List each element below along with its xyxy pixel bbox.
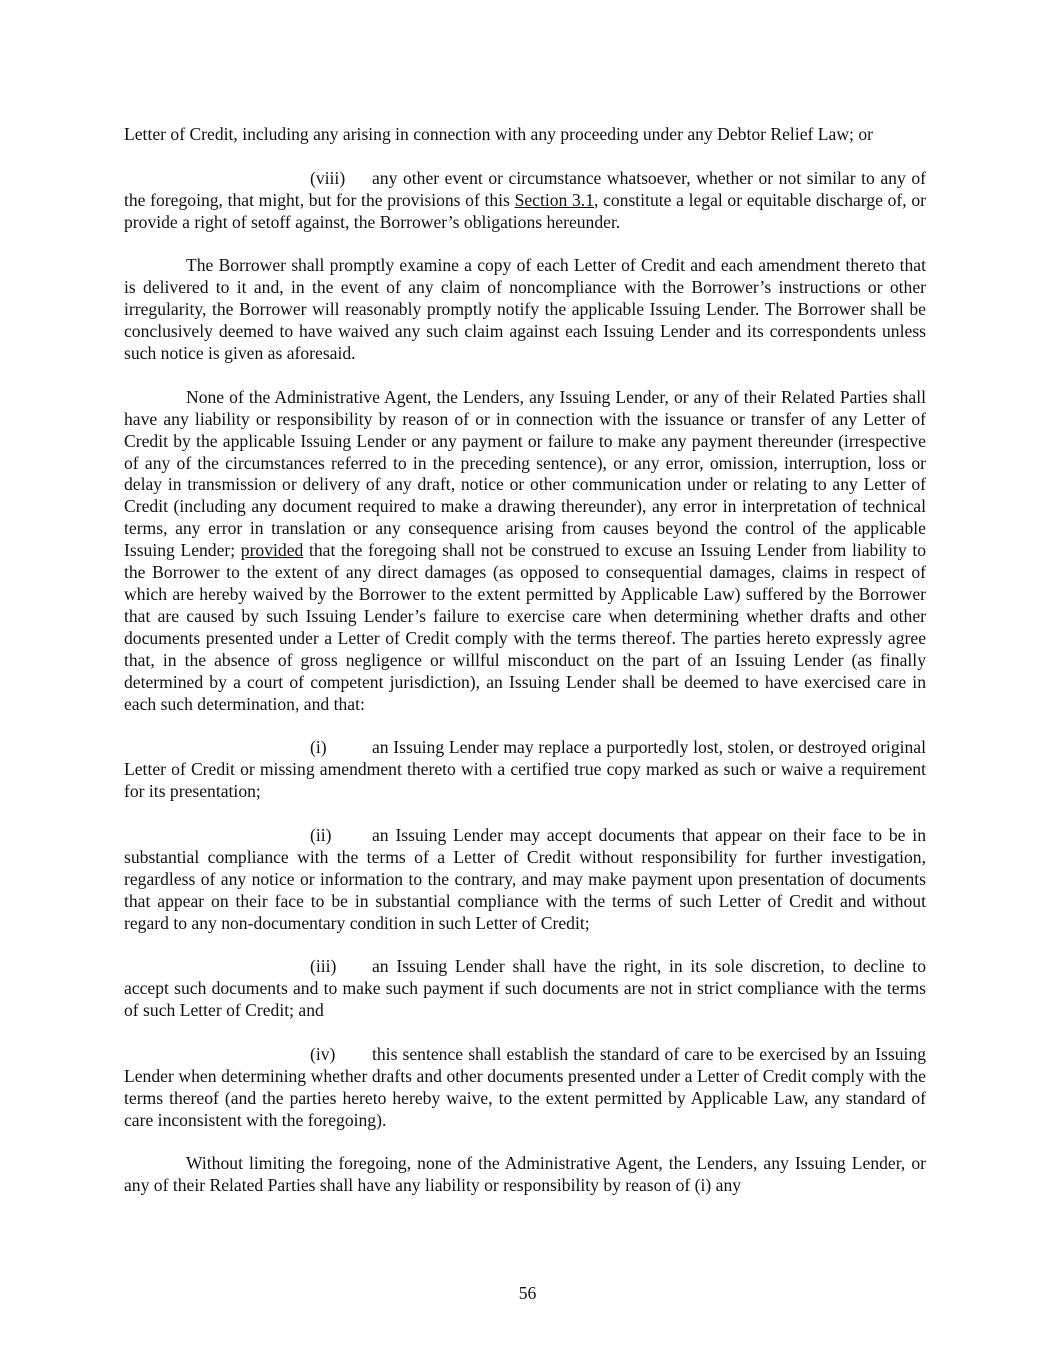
clause-text: an Issuing Lender shall have the right, in its sole discretion, to decline to accept such documents and to make such payment if such documents are not in strict compliance with the terms of such Letter of Credit; and bbox=[124, 956, 926, 1021]
clause-number: (iii) bbox=[310, 956, 337, 977]
paragraph-without-limiting: Without limiting the foregoing, none of the Administrative Agent, the Lenders, any Issuing Lender, or any of their Related Parties shall have any liability or responsibility by reason of (i) any bbox=[124, 1153, 926, 1196]
clause-text: this sentence shall establish the standard of care to be exercised by an Issuing Lender when determining whether drafts and other documents presented under a Letter of Credit comply with the terms thereof (and the parties hereto hereby waive, to the extent permitted by Applicable Law, any standard of care inconsistent with the foregoing). bbox=[124, 1043, 926, 1130]
clause-number: (ii) bbox=[310, 824, 332, 845]
clause-iv bbox=[124, 1044, 926, 1132]
clause-number: (i) bbox=[310, 737, 327, 758]
clause-iii bbox=[124, 956, 926, 1022]
clause-viii bbox=[124, 168, 926, 234]
clause-text: any other event or circumstance whatsoever, whether or not similar to any of the foregoing, that might, but for the provisions of this bbox=[124, 167, 926, 210]
clause-text: an Issuing Lender may replace a purportedly lost, stolen, or destroyed original Letter of Credit or missing amendment thereto with a certified true copy marked as such or waive a requirement for its presentation; bbox=[124, 737, 926, 802]
clause-text: an Issuing Lender may accept documents that appear on their face to be in substantial compliance with the terms of a Letter of Credit without responsibility for further investigation, regardless of any notice or information to the contrary, and may make payment upon presentation of documents that appear on their face to be in substantial compliance with the terms of such Letter of Credit and without regard to any non-documentary condition in such Letter of Credit; bbox=[124, 824, 926, 933]
page-number: 56 bbox=[518, 1283, 537, 1303]
paragraph-text-continued: that the foregoing shall not be construed to excuse an Issuing Lender from liability to the Borrower to the extent of any direct damages (as opposed to consequential damages, claims in respect of which are hereby waived by the Borrower to the extent permitted by Applicable Law) suffered by the Borrower that are caused by such Issuing Lender’s failure to exercise care when determining whether drafts and other documents presented under a Letter of Credit comply with the terms thereof. The parties hereto expressly agree that, in the absence of gross negligence or willful misconduct on the part of an Issuing Lender (as finally determined by a court of competent jurisdiction), an Issuing Lender shall be deemed to have exercised care in each such determination, and that: bbox=[124, 540, 926, 714]
clause-i bbox=[124, 737, 926, 803]
paragraph-liability bbox=[124, 387, 926, 716]
paragraph-continuation: Letter of Credit, including any arising in connection with any proceeding under any Debtor Relief Law; or bbox=[124, 124, 873, 144]
underlined-term-provided: provided bbox=[240, 540, 304, 561]
document-page bbox=[124, 124, 926, 1219]
clause-text-continued: , constitute a legal or equitable discharge of, or provide a right of setoff against, the Borrower’s obligations hereunder. bbox=[124, 189, 926, 232]
paragraph-borrower-examination: The Borrower shall promptly examine a copy of each Letter of Credit and each amendment thereto that is delivered to it and, in the event of any claim of noncompliance with the Borrower’s instructions or other irregularity, the Borrower will reasonably promptly notify the applicable Issuing Lender. The Borrower shall be conclusively deemed to have waived any such claim against each Issuing Lender and its correspondents unless such notice is given as aforesaid. bbox=[124, 255, 926, 364]
paragraph-text: None of the Administrative Agent, the Lenders, any Issuing Lender, or any of their Related Parties shall have any liability or responsibility by reason of or in connection with the issuance or transfer of any Letter of Credit by the applicable Issuing Lender or any payment or failure to make any payment thereunder (irrespective of any of the circumstances referred to in the preceding sentence), or any error, omission, interruption, loss or delay in transmission or delivery of any draft, notice or other communication under or relating to any Letter of Credit (including any document required to make a drawing thereunder), any error in interpretation of technical terms, any error in translation or any consequence arising from causes beyond the control of the applicable Issuing Lender; bbox=[124, 386, 926, 561]
section-reference: Section 3.1 bbox=[514, 189, 594, 210]
clause-ii bbox=[124, 825, 926, 935]
clause-number: (iv) bbox=[310, 1043, 336, 1064]
clause-number: (viii) bbox=[310, 167, 346, 188]
